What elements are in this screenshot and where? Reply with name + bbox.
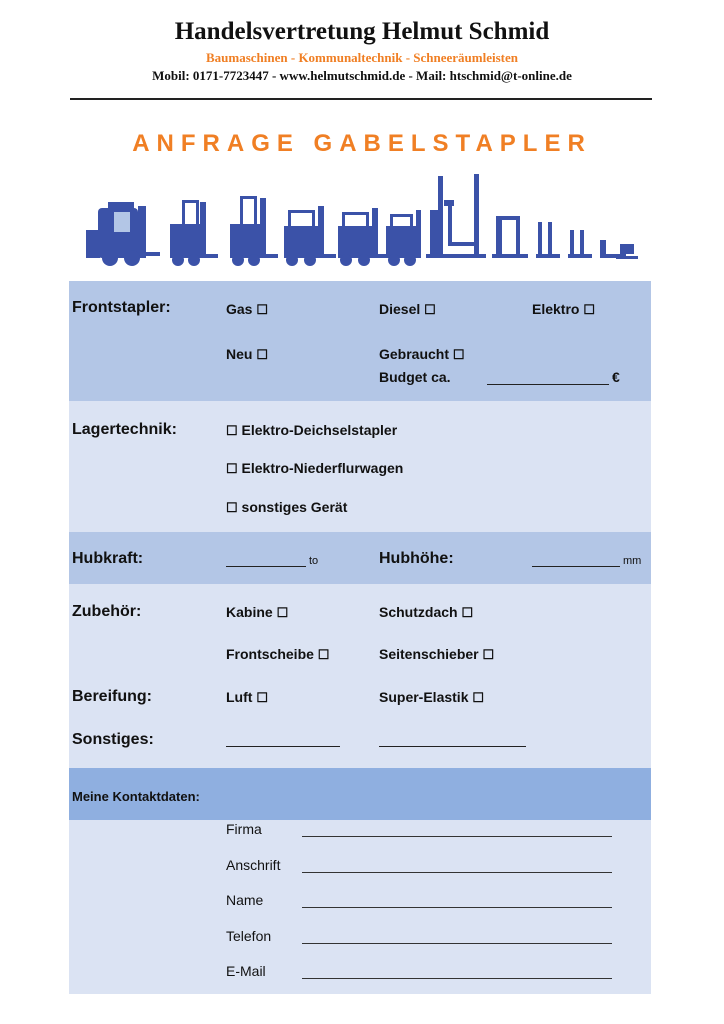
- field-anschrift-input[interactable]: [302, 872, 612, 873]
- zubehoer-label: Zubehör:: [72, 603, 142, 620]
- checkbox-elektro-niederflurwagen[interactable]: ☐: [226, 461, 238, 476]
- option-elektro-label: Elektro: [532, 301, 580, 317]
- budget-label: Budget ca.: [379, 369, 451, 385]
- frontstapler-label: Frontstapler:: [72, 299, 171, 316]
- field-firma-input[interactable]: [302, 836, 612, 837]
- option-diesel[interactable]: [379, 301, 436, 318]
- hubhoehe-unit: mm: [623, 555, 642, 567]
- company-name: Handelsvertretung Helmut Schmid: [174, 18, 550, 45]
- option-frontscheibe[interactable]: [226, 646, 329, 663]
- checkbox-seitenschieber[interactable]: ☐: [482, 647, 495, 662]
- option-schutzdach-label: Schutzdach: [379, 604, 458, 620]
- sonstiges-input-line-2[interactable]: [379, 746, 526, 747]
- sonstiges-input-line-1[interactable]: [226, 746, 340, 747]
- section-zubehoer: [69, 584, 651, 768]
- option-luft-label: Luft: [226, 689, 253, 705]
- forklift-fleet-illustration: [86, 170, 638, 270]
- field-email-label: E-Mail: [226, 963, 266, 979]
- checkbox-frontscheibe[interactable]: ☐: [317, 647, 330, 662]
- option-seitenschieber[interactable]: [379, 646, 494, 663]
- field-anschrift-label: Anschrift: [226, 857, 281, 873]
- checkbox-neu[interactable]: ☐: [256, 347, 268, 362]
- checkbox-gas[interactable]: ☐: [256, 302, 269, 317]
- checkbox-super-elastik[interactable]: ☐: [472, 690, 485, 705]
- company-tagline: Baumaschinen - Kommunaltechnik - Schneeräumleisten: [205, 50, 518, 65]
- checkbox-schutzdach[interactable]: ☐: [461, 605, 474, 620]
- option-seitenschieber-label: Seitenschieber: [379, 646, 479, 662]
- option-elektro[interactable]: [532, 301, 595, 318]
- checkbox-elektro-deichselstapler[interactable]: ☐: [226, 423, 238, 438]
- option-elektro-niederflurwagen-label: Elektro-Niederflurwagen: [241, 460, 404, 476]
- option-kabine-label: Kabine: [226, 604, 273, 620]
- option-gebraucht-label: Gebraucht: [379, 346, 450, 362]
- checkbox-diesel[interactable]: ☐: [424, 302, 436, 317]
- option-schutzdach[interactable]: [379, 604, 473, 621]
- option-elektro-deichselstapler[interactable]: [226, 422, 397, 439]
- hubkraft-label: Hubkraft:: [72, 550, 144, 567]
- checkbox-elektro[interactable]: ☐: [583, 302, 596, 317]
- option-neu[interactable]: [226, 346, 268, 363]
- bereifung-label: Bereifung:: [72, 688, 152, 705]
- currency-symbol: €: [612, 369, 620, 385]
- lagertechnik-label: Lagertechnik:: [72, 421, 177, 438]
- option-luft[interactable]: [226, 689, 268, 706]
- field-name-input[interactable]: [302, 907, 612, 908]
- option-gas[interactable]: [226, 301, 268, 318]
- option-gas-label: Gas: [226, 301, 253, 317]
- option-frontscheibe-label: Frontscheibe: [226, 646, 314, 662]
- hubkraft-input-line[interactable]: [226, 566, 306, 567]
- option-elektro-deichselstapler-label: Elektro-Deichselstapler: [241, 422, 398, 438]
- option-neu-label: Neu: [226, 346, 253, 362]
- checkbox-gebraucht[interactable]: ☐: [452, 347, 465, 362]
- field-email-input[interactable]: [302, 978, 612, 979]
- checkbox-sonstiges-geraet[interactable]: ☐: [226, 500, 238, 515]
- field-firma-label: Firma: [226, 821, 262, 837]
- budget-input-line[interactable]: [487, 384, 609, 385]
- sonstiges-label: Sonstiges:: [72, 731, 154, 748]
- contact-line: Mobil: 0171-7723447 - www.helmutschmid.de - Mail: htschmid@t-online.de: [152, 68, 572, 83]
- form-title: ANFRAGE GABELSTAPLER: [132, 130, 592, 157]
- kontakt-header: Meine Kontaktdaten:: [72, 789, 200, 804]
- section-hub: [69, 532, 651, 584]
- field-name-label: Name: [226, 892, 264, 908]
- option-elektro-niederflurwagen[interactable]: [226, 460, 403, 477]
- option-gebraucht[interactable]: [379, 346, 465, 363]
- hubhoehe-label: Hubhöhe:: [379, 550, 454, 567]
- hubhoehe-input-line[interactable]: [532, 566, 620, 567]
- field-telefon-label: Telefon: [226, 928, 272, 944]
- field-telefon-input[interactable]: [302, 943, 612, 944]
- option-super-elastik[interactable]: [379, 689, 484, 706]
- option-kabine[interactable]: [226, 604, 288, 621]
- option-sonstiges-geraet[interactable]: [226, 499, 347, 516]
- header-divider: [70, 98, 652, 100]
- option-sonstiges-geraet-label: sonstiges Gerät: [241, 499, 348, 515]
- option-diesel-label: Diesel: [379, 301, 421, 317]
- hubkraft-unit: to: [309, 555, 319, 567]
- option-super-elastik-label: Super-Elastik: [379, 689, 469, 705]
- checkbox-luft[interactable]: ☐: [256, 690, 268, 705]
- checkbox-kabine[interactable]: ☐: [276, 605, 289, 620]
